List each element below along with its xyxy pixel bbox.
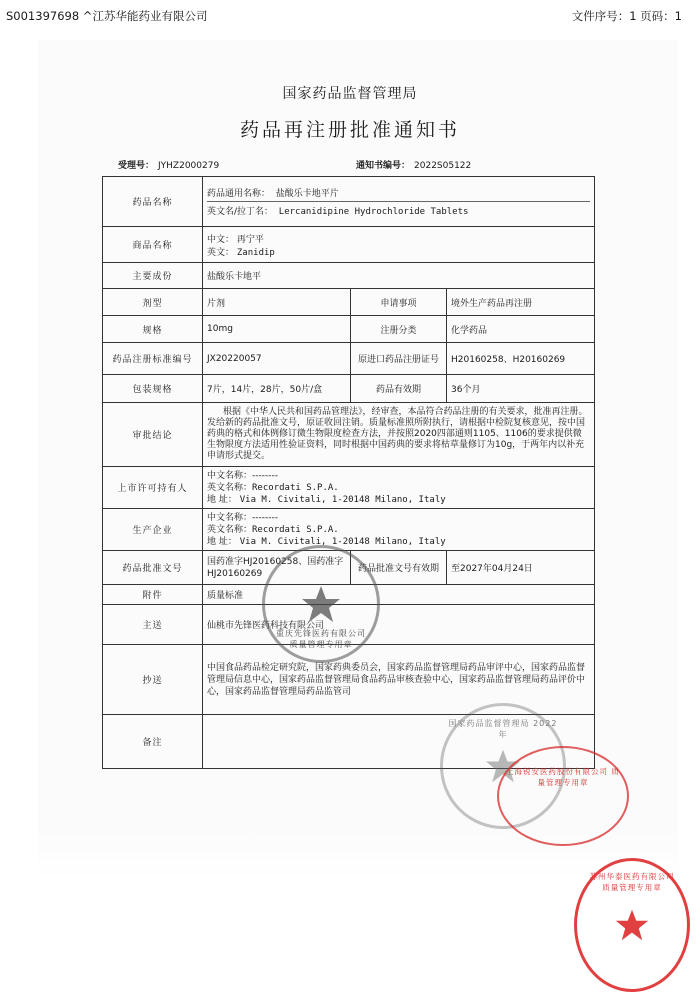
holder-cell xyxy=(203,467,595,509)
label-cc: 抄送 xyxy=(103,645,203,715)
package-value: 7片，14片，28片，50片/盒 xyxy=(203,375,351,403)
row-ingredient xyxy=(103,263,595,289)
holder-en xyxy=(207,482,590,494)
row-trade-name xyxy=(103,227,595,263)
holder-address xyxy=(207,494,590,506)
holder-cn-value: -------- xyxy=(252,470,278,481)
seal-b-text: 国家药品监督管理局 2022年 xyxy=(448,719,558,739)
label-application-item: 申请事项 xyxy=(351,289,447,316)
issuing-agency: 国家药品监督管理局 xyxy=(282,86,418,102)
original-license-value: H20160258、H20160269 xyxy=(447,343,595,375)
holder-en-value: Recordati S.P.A. xyxy=(252,482,339,493)
row-spec xyxy=(103,316,595,343)
standard-no-value: JX20220057 xyxy=(203,343,351,375)
label-holder: 上市许可持有人 xyxy=(103,467,203,509)
english-name-label: 英文名/拉丁名： xyxy=(207,207,274,217)
producer-cn xyxy=(207,512,590,524)
label-package: 包装规格 xyxy=(103,375,203,403)
document-source-label: S001397698 ^江苏华能药业有限公司 xyxy=(6,9,208,23)
acceptance-label: 受理号： xyxy=(118,161,155,171)
trade-cn-value: 再宁平 xyxy=(236,234,264,245)
label-approval-number: 药品批准文号 xyxy=(103,551,203,585)
approval-form-table xyxy=(102,176,595,769)
file-page-number: 文件序号：1 页码：1 xyxy=(571,9,682,23)
approval-validity-value: 至2027年04月24日 xyxy=(447,551,595,585)
label-approval-validity: 药品批准文号有效期 xyxy=(351,551,447,585)
notice-value: 2022S05122 xyxy=(414,161,472,171)
ingredient-value: 盐酸乐卡地平 xyxy=(203,263,595,289)
producer-en-value: Recordati S.P.A. xyxy=(252,524,339,535)
label-ingredient: 主要成份 xyxy=(103,263,203,289)
row-producer xyxy=(103,509,595,551)
label-dosage: 剂型 xyxy=(103,289,203,316)
label-main-to: 主送 xyxy=(103,605,203,645)
seal-d-text: 苏州华泰医药有限公司 质量管理专用章 xyxy=(589,872,675,892)
cc-value: 中国食品药品检定研究院，国家药典委员会，国家药品监督管理局药品审评中心，国家药品监督管理局信息中心，国家药品监督管理局食品药品审核查验中心，国家药品监督管理局药品评价中心，国家药品监督管理局药品监管司 xyxy=(203,645,595,715)
label-remark: 备注 xyxy=(103,715,203,769)
holder-en-label: 英文名称： xyxy=(207,482,253,493)
attachment-value: 质量标准 xyxy=(203,585,595,605)
conclusion-text: 根据《中华人民共和国药品管理法》，经审查，本品符合药品注册的有关要求，批准再注册。发给新的药品批准文号，原证收回注销。质量标准照所附执行，请根据中检院复核意见，按中国药典的格式和体例修订微生物限度检查方法，并按照2020四部通则1105、1106的要求提供微生物限度方法适用性验证资料，同时根据中国药典的要求将枯草量修订为10g，于两年内以补充申请形式提交。 xyxy=(203,403,595,467)
generic-name-label: 药品通用名称： xyxy=(207,189,271,199)
registration-class-value: 化学药品 xyxy=(447,316,595,343)
row-conclusion xyxy=(103,403,595,467)
holder-cn-label: 中文名称： xyxy=(207,470,253,481)
dosage-value: 片剂 xyxy=(203,289,351,316)
quality-seal-red xyxy=(497,746,629,846)
trade-name-cell xyxy=(203,227,595,263)
trade-cn-label: 中文： xyxy=(207,234,235,245)
acceptance-number xyxy=(118,158,219,171)
producer-en-label: 英文名称： xyxy=(207,524,253,535)
seal-star-icon xyxy=(615,908,649,942)
row-drug-name xyxy=(103,177,595,227)
seal-a-text: 重庆先锋医药有限公司 质量管理专用章 xyxy=(276,629,366,649)
holder-cn xyxy=(207,470,590,482)
label-drug-name: 药品名称 xyxy=(103,177,203,227)
notice-number xyxy=(356,158,471,171)
producer-cell xyxy=(203,509,595,551)
validity-value: 36个月 xyxy=(447,375,595,403)
trade-en-value: Zanidip xyxy=(236,247,275,258)
seal-star-icon xyxy=(301,584,341,624)
trade-en-label: 英文： xyxy=(207,247,235,258)
notice-label: 通知书编号： xyxy=(356,161,411,171)
company-seal-gray xyxy=(262,545,380,663)
application-item-value: 境外生产药品再注册 xyxy=(447,289,595,316)
label-producer: 生产企业 xyxy=(103,509,203,551)
producer-address xyxy=(207,536,590,548)
english-name-value: Lercanidipine Hydrochloride Tablets xyxy=(278,207,469,217)
producer-addr-label: 地 址： xyxy=(207,536,237,547)
document-title: 药品再注册批准通知书 xyxy=(239,119,460,141)
producer-cn-label: 中文名称： xyxy=(207,512,253,523)
holder-addr-value: Via M. Civitali, 1-20148 Milano, Italy xyxy=(239,494,446,505)
drug-name-cell xyxy=(203,177,595,227)
label-standard-no: 药品注册标准编号 xyxy=(103,343,203,375)
row-standard xyxy=(103,343,595,375)
spec-value: 10mg xyxy=(203,316,351,343)
generic-name xyxy=(207,184,590,202)
label-registration-class: 注册分类 xyxy=(351,316,447,343)
label-spec: 规格 xyxy=(103,316,203,343)
label-conclusion: 审批结论 xyxy=(103,403,203,467)
label-validity: 药品有效期 xyxy=(351,375,447,403)
main-to-value: 仙桃市先锋医药科技有限公司 xyxy=(203,605,595,645)
seal-c-text: 上海锐安医药股份有限公司 质量管理专用章 xyxy=(506,767,620,787)
generic-name-value: 盐酸乐卡地平片 xyxy=(275,189,339,199)
trade-name-cn xyxy=(207,232,590,245)
row-holder xyxy=(103,467,595,509)
page-header xyxy=(0,0,700,28)
approval-number-value: 国药准字HJ20160258、国药准字HJ20160269 xyxy=(203,551,351,585)
label-original-license: 原进口药品注册证号 xyxy=(351,343,447,375)
row-package xyxy=(103,375,595,403)
holder-addr-label: 地 址： xyxy=(207,494,237,505)
producer-cn-value: -------- xyxy=(252,512,278,523)
trade-name-en xyxy=(207,245,590,258)
producer-addr-value: Via M. Civitali, 1-20148 Milano, Italy xyxy=(239,536,446,547)
english-name xyxy=(207,202,590,219)
acceptance-value: JYHZ2000279 xyxy=(158,161,220,171)
label-trade-name: 商品名称 xyxy=(103,227,203,263)
suzhou-seal-red xyxy=(574,858,690,992)
producer-en xyxy=(207,524,590,536)
row-dosage xyxy=(103,289,595,316)
label-attachment: 附件 xyxy=(103,585,203,605)
